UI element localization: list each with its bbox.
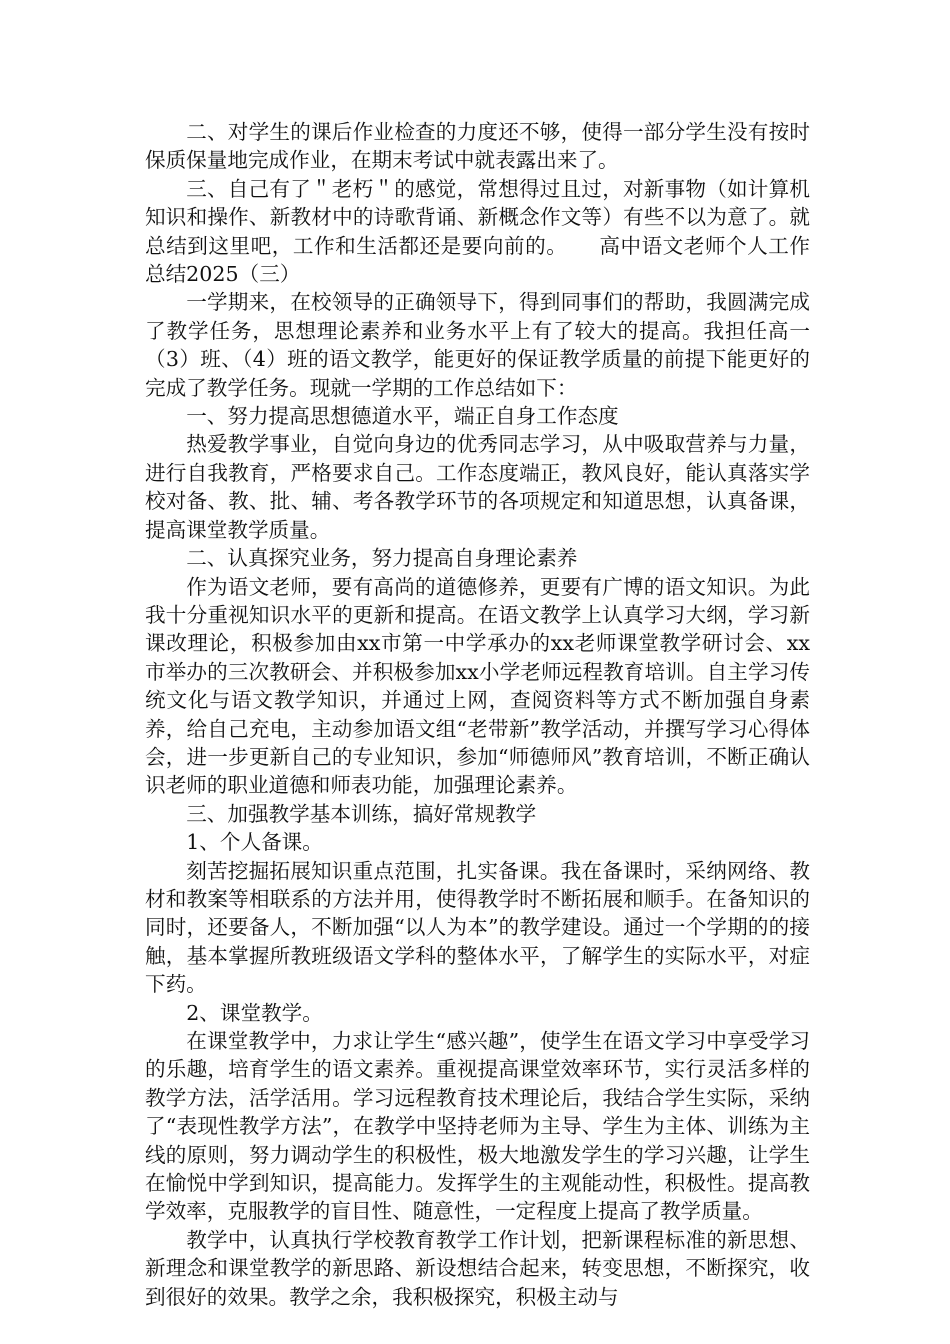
section-heading: 一、努力提高思想德道水平，端正自身工作态度	[186, 404, 619, 429]
subsection-heading: 2、课堂教学。	[186, 1000, 323, 1025]
paragraph: 二、对学生的课后作业检查的力度还不够，使得一部分学生没有按时保质保量地完成作业，在期末考试中就表露出来了。	[145, 120, 810, 173]
paragraph: 作为语文老师，要有高尚的道德修养，更要有广博的语文知识。为此我十分重视知识水平的更新和提高。在语文教学上认真学习大纲，学习新课改理论，积极参加由xx市第一中学承办的xx老师课堂教学研讨会、xx市举办的三次教研会、并积极参加xx小学老师远程教育培训。自主学习传统文化与语文教学知识，并通过上网，查阅资料等方式不断加强自身素养，给自己充电，主动参加语文组“老带新”教学活动，并撰写学习心得体会，进一步更新自己的专业知识，参加“师德师风”教育培训，不断正确认识老师的职业道德和师表功能，加强理论素养。	[145, 574, 810, 798]
section-heading: 三、加强教学基本训练，搞好常规教学	[186, 801, 537, 826]
paragraph: 教学中，认真执行学校教育教学工作计划，把新课程标准的新思想、新理念和课堂教学的新思路、新设想结合起来，转变思想，不断探究，收到很好的效果。教学之余，我积极探究，积极主动与	[145, 1227, 810, 1309]
paragraph: 热爱教学事业，自觉向身边的优秀同志学习，从中吸取营养与力量，进行自我教育，严格要求自己。工作态度端正，教风良好，能认真落实学校对备、教、批、辅、考各教学环节的各项规定和知道思想，认真备课，提高课堂教学质量。	[145, 432, 810, 542]
paragraph: 一学期来，在校领导的正确领导下，得到同事们的帮助，我圆满完成了教学任务，思想理论素养和业务水平上有了较大的提高。我担任高一（3）班、（4）班的语文教学，能更好的保证教学质量的前提下能更好的完成了教学任务。现就一学期的工作总结如下：	[145, 290, 810, 400]
subsection-heading: 1、个人备课。	[186, 830, 323, 855]
document-body	[145, 118, 810, 1311]
paragraph: 在课堂教学中，力求让学生“感兴趣”，使学生在语文学习中享受学习的乐趣，培育学生的语文素养。重视提高课堂效率环节，实行灵活多样的教学方法，活学活用。学习远程教育技术理论后，我结合学生实际，采纳了“表现性教学方法”，在教学中坚持老师为主导、学生为主体、训练为主线的原则，努力调动学生的积极性，极大地激发学生的学习兴趣，让学生在愉悦中学到知识，提高能力。发挥学生的主观能动性，积极性。提高教学效率，克服教学的盲目性、随意性，一定程度上提高了教学质量。	[145, 1029, 810, 1224]
section-heading: 二、认真探究业务，努力提高自身理论素养	[186, 546, 578, 571]
paragraph: 刻苦挖掘拓展知识重点范围，扎实备课。我在备课时，采纳网络、教材和教案等相联系的方法并用，使得教学时不断拓展和顺手。在备知识的同时，还要备人，不断加强“以人为本”的教学建设。通过一个学期的的接触，基本掌握所教班级语文学科的整体水平，了解学生的实际水平，对症下药。	[145, 858, 810, 997]
paragraph: 三、自己有了＂老朽＂的感觉，常想得过且过，对新事物（如计算机知识和操作、新教材中的诗歌背诵、新概念作文等）有些不以为意了。就总结到这里吧，工作和生活都还是要向前的。 高中语文老师个人工作总结2025（三）	[145, 176, 810, 287]
